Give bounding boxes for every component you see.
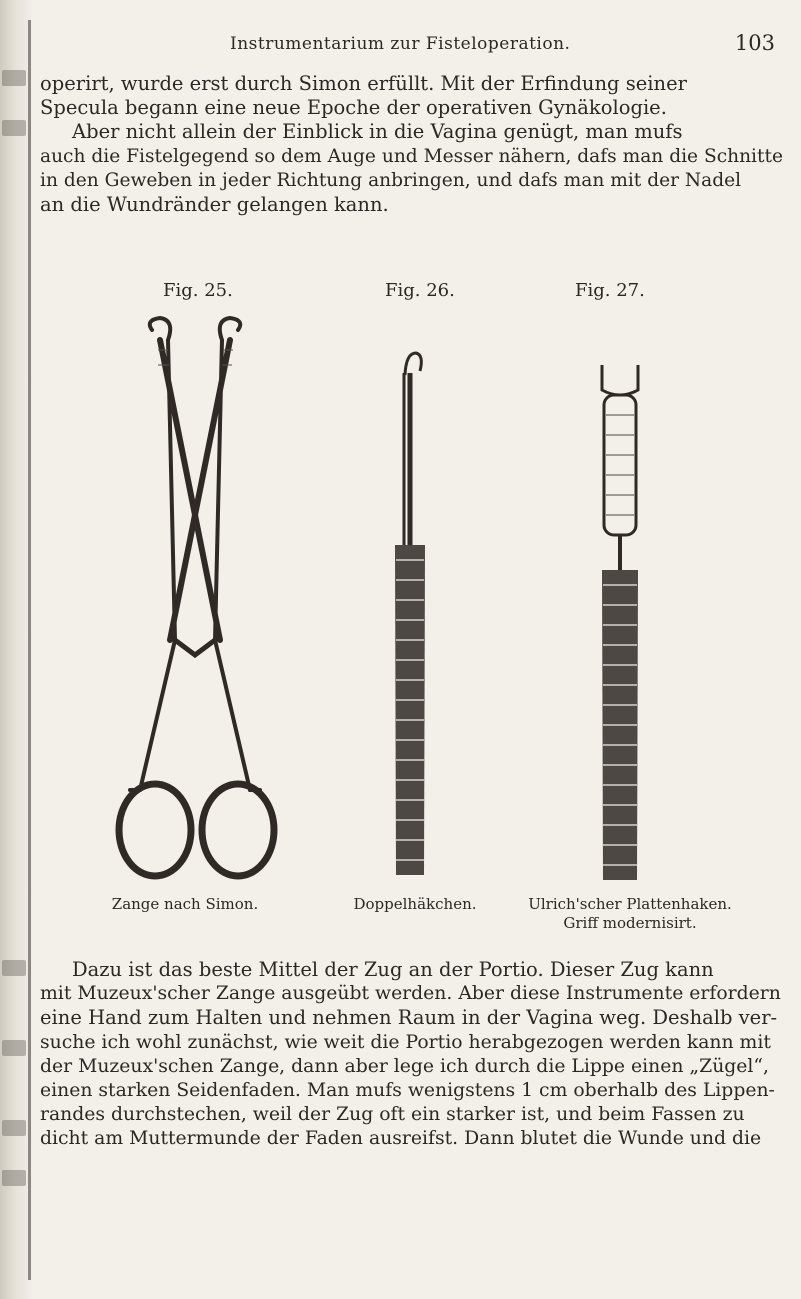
running-head: Instrumentarium zur Fisteloperation. (230, 34, 571, 54)
text-line: der Muzeux'schen Zange, dann aber lege ich durch die Lippe einen „Zügel“, (40, 1055, 770, 1077)
text-line: einen starken Seidenfaden. Man mufs wenigstens 1 cm oberhalb des Lippen- (40, 1080, 775, 1102)
text-line: suche ich wohl zunächst, wie weit die Portio herabgezogen werden kann mit (40, 1031, 771, 1053)
text-line: Aber nicht allein der Einblick in die Vagina genügt, man mufs (72, 120, 683, 144)
text-line: dicht am Muttermunde der Faden ausreifst. Dann blutet die Wunde und die (40, 1128, 762, 1150)
gutter-mark (2, 1120, 26, 1136)
gutter-mark (2, 1170, 26, 1186)
figure-plate (40, 280, 780, 980)
book-gutter (0, 0, 34, 1299)
page-header (230, 31, 775, 60)
figure-label: Fig. 25. (163, 280, 233, 301)
text-line: Specula begann eine neue Epoche der operativen Gynäkologie. (40, 96, 667, 120)
paragraph-top (40, 72, 783, 217)
text-line: randes durchstechen, weil der Zug oft ein starker ist, und beim Fassen zu (40, 1104, 745, 1126)
text-line: operirt, wurde erst durch Simon erfüllt. Mit der Erfindung seiner (40, 72, 687, 95)
figure-caption: Ulrich'scher Plattenhaken. (528, 895, 732, 913)
figure-caption: Griff modernisirt. (563, 914, 697, 932)
text-line: an die Wundränder gelangen kann. (40, 193, 389, 217)
gutter-mark (2, 960, 26, 976)
text-line: Dazu ist das beste Mittel der Zug an der Portio. Dieser Zug kann (72, 958, 714, 981)
text-line: in den Geweben in jeder Richtung anbringen, und dafs man mit der Nadel (40, 169, 742, 191)
text-line: auch die Fistelgegend so dem Auge und Messer nähern, dafs man die Schnitte (40, 145, 783, 167)
figure-caption: Zange nach Simon. (111, 895, 259, 913)
forceps-illustration (100, 310, 290, 910)
paragraph-bottom (40, 958, 780, 1152)
double-hook-illustration (380, 345, 450, 905)
gutter-mark (2, 120, 26, 136)
gutter-mark (2, 1040, 26, 1056)
text-line: mit Muzeux'scher Zange ausgeübt werden. Aber diese Instrumente erfordern (40, 983, 781, 1005)
figure-caption: Doppelhäkchen. (353, 895, 477, 913)
gutter-mark (2, 70, 26, 86)
gutter-binding-line (28, 20, 31, 1280)
plate-hook-illustration (580, 355, 660, 910)
text-line: eine Hand zum Halten und nehmen Raum in der Vagina weg. Deshalb ver- (40, 1006, 778, 1030)
figure-label: Fig. 26. (385, 280, 455, 301)
page-number: 103 (734, 31, 775, 55)
figure-label: Fig. 27. (575, 280, 645, 301)
